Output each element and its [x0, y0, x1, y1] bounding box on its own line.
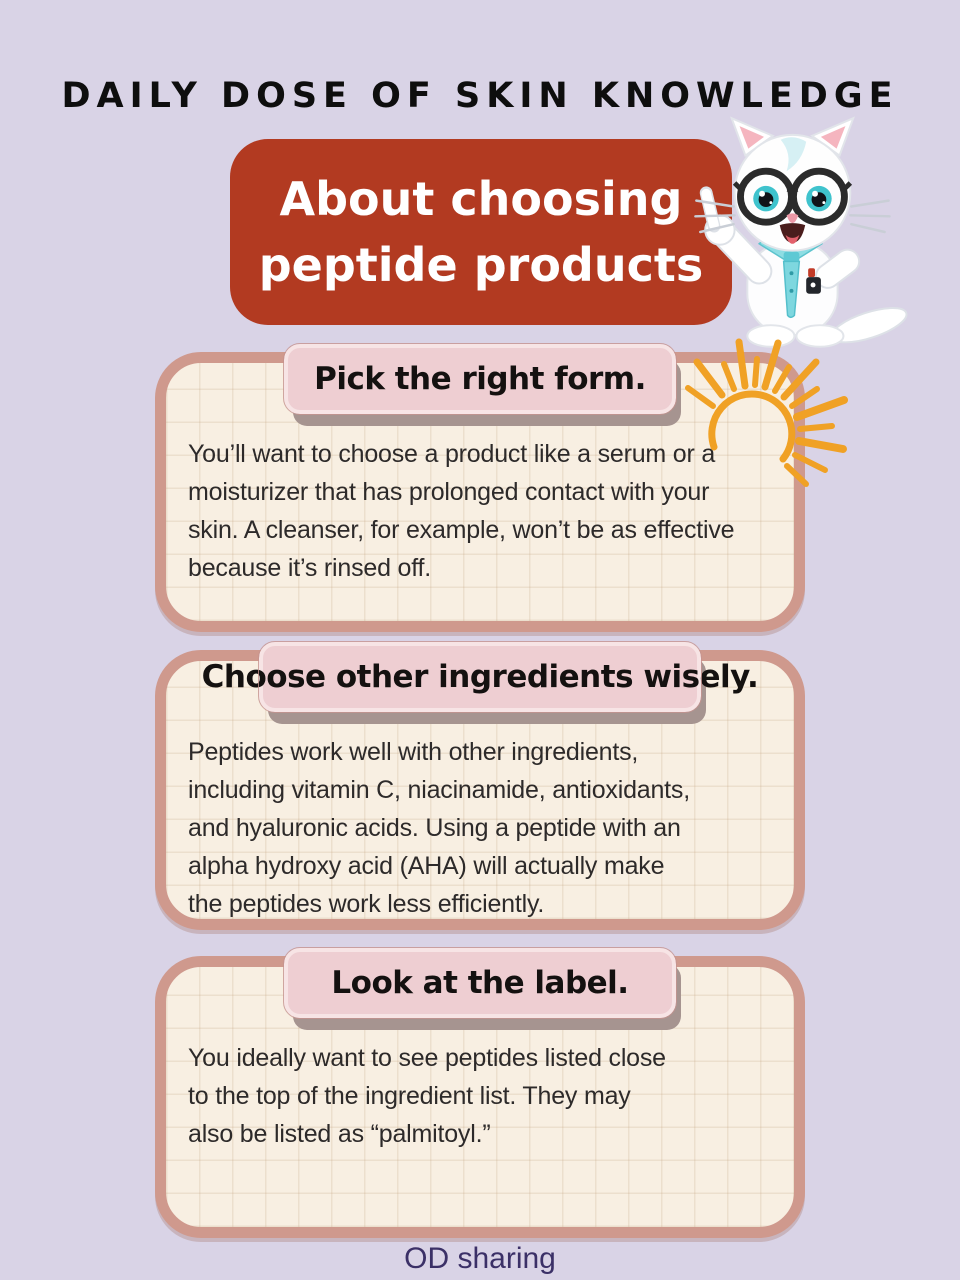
cat-mascot-icon: [663, 114, 918, 350]
page-eyebrow-title: DAILY DOSE OF SKIN KNOWLEDGE: [61, 76, 899, 116]
card-body-line: and hyaluronic acids. Using a peptide with an: [188, 814, 681, 842]
card-body-line: the peptides work less efficiently.: [188, 890, 545, 918]
card-body-text: [188, 435, 788, 587]
card-body-line: because it’s rinsed off.: [188, 554, 432, 582]
card-heading-badge: [201, 642, 759, 712]
card-body-line: alpha hydroxy acid (AHA) will actually make: [188, 852, 665, 880]
title-banner: [230, 139, 732, 325]
tip-card-pick-right-form: [155, 352, 805, 632]
card-heading: Choose other ingredients wisely.: [201, 659, 759, 695]
card-body-line: also be listed as “palmitoyl.”: [188, 1120, 491, 1148]
card-body-line: skin. A cleanser, for example, won’t be as effective: [188, 516, 735, 544]
page-title-line-1: About choosing: [279, 172, 683, 226]
card-body-text: [188, 733, 788, 923]
card-heading-badge: [284, 344, 676, 414]
card-heading: Look at the label.: [331, 965, 629, 1001]
card-body-line: to the top of the ingredient list. They may: [188, 1082, 631, 1110]
card-heading-badge: [284, 948, 676, 1018]
card-body-line: You ideally want to see peptides listed close: [188, 1044, 666, 1072]
card-body-line: Peptides work well with other ingredients,: [188, 738, 639, 766]
card-body-line: You’ll want to choose a product like a serum or a: [188, 440, 716, 468]
card-body-text: [188, 1039, 788, 1153]
page-title-line-2: peptide products: [258, 238, 704, 292]
tip-card-look-at-label: [155, 956, 805, 1238]
card-heading: Pick the right form.: [314, 361, 646, 397]
card-body-line: including vitamin C, niacinamide, antioxidants,: [188, 776, 690, 804]
tip-card-choose-ingredients: [155, 650, 805, 930]
footer-credit: OD sharing: [404, 1242, 556, 1275]
card-body-line: moisturizer that has prolonged contact with your: [188, 478, 710, 506]
